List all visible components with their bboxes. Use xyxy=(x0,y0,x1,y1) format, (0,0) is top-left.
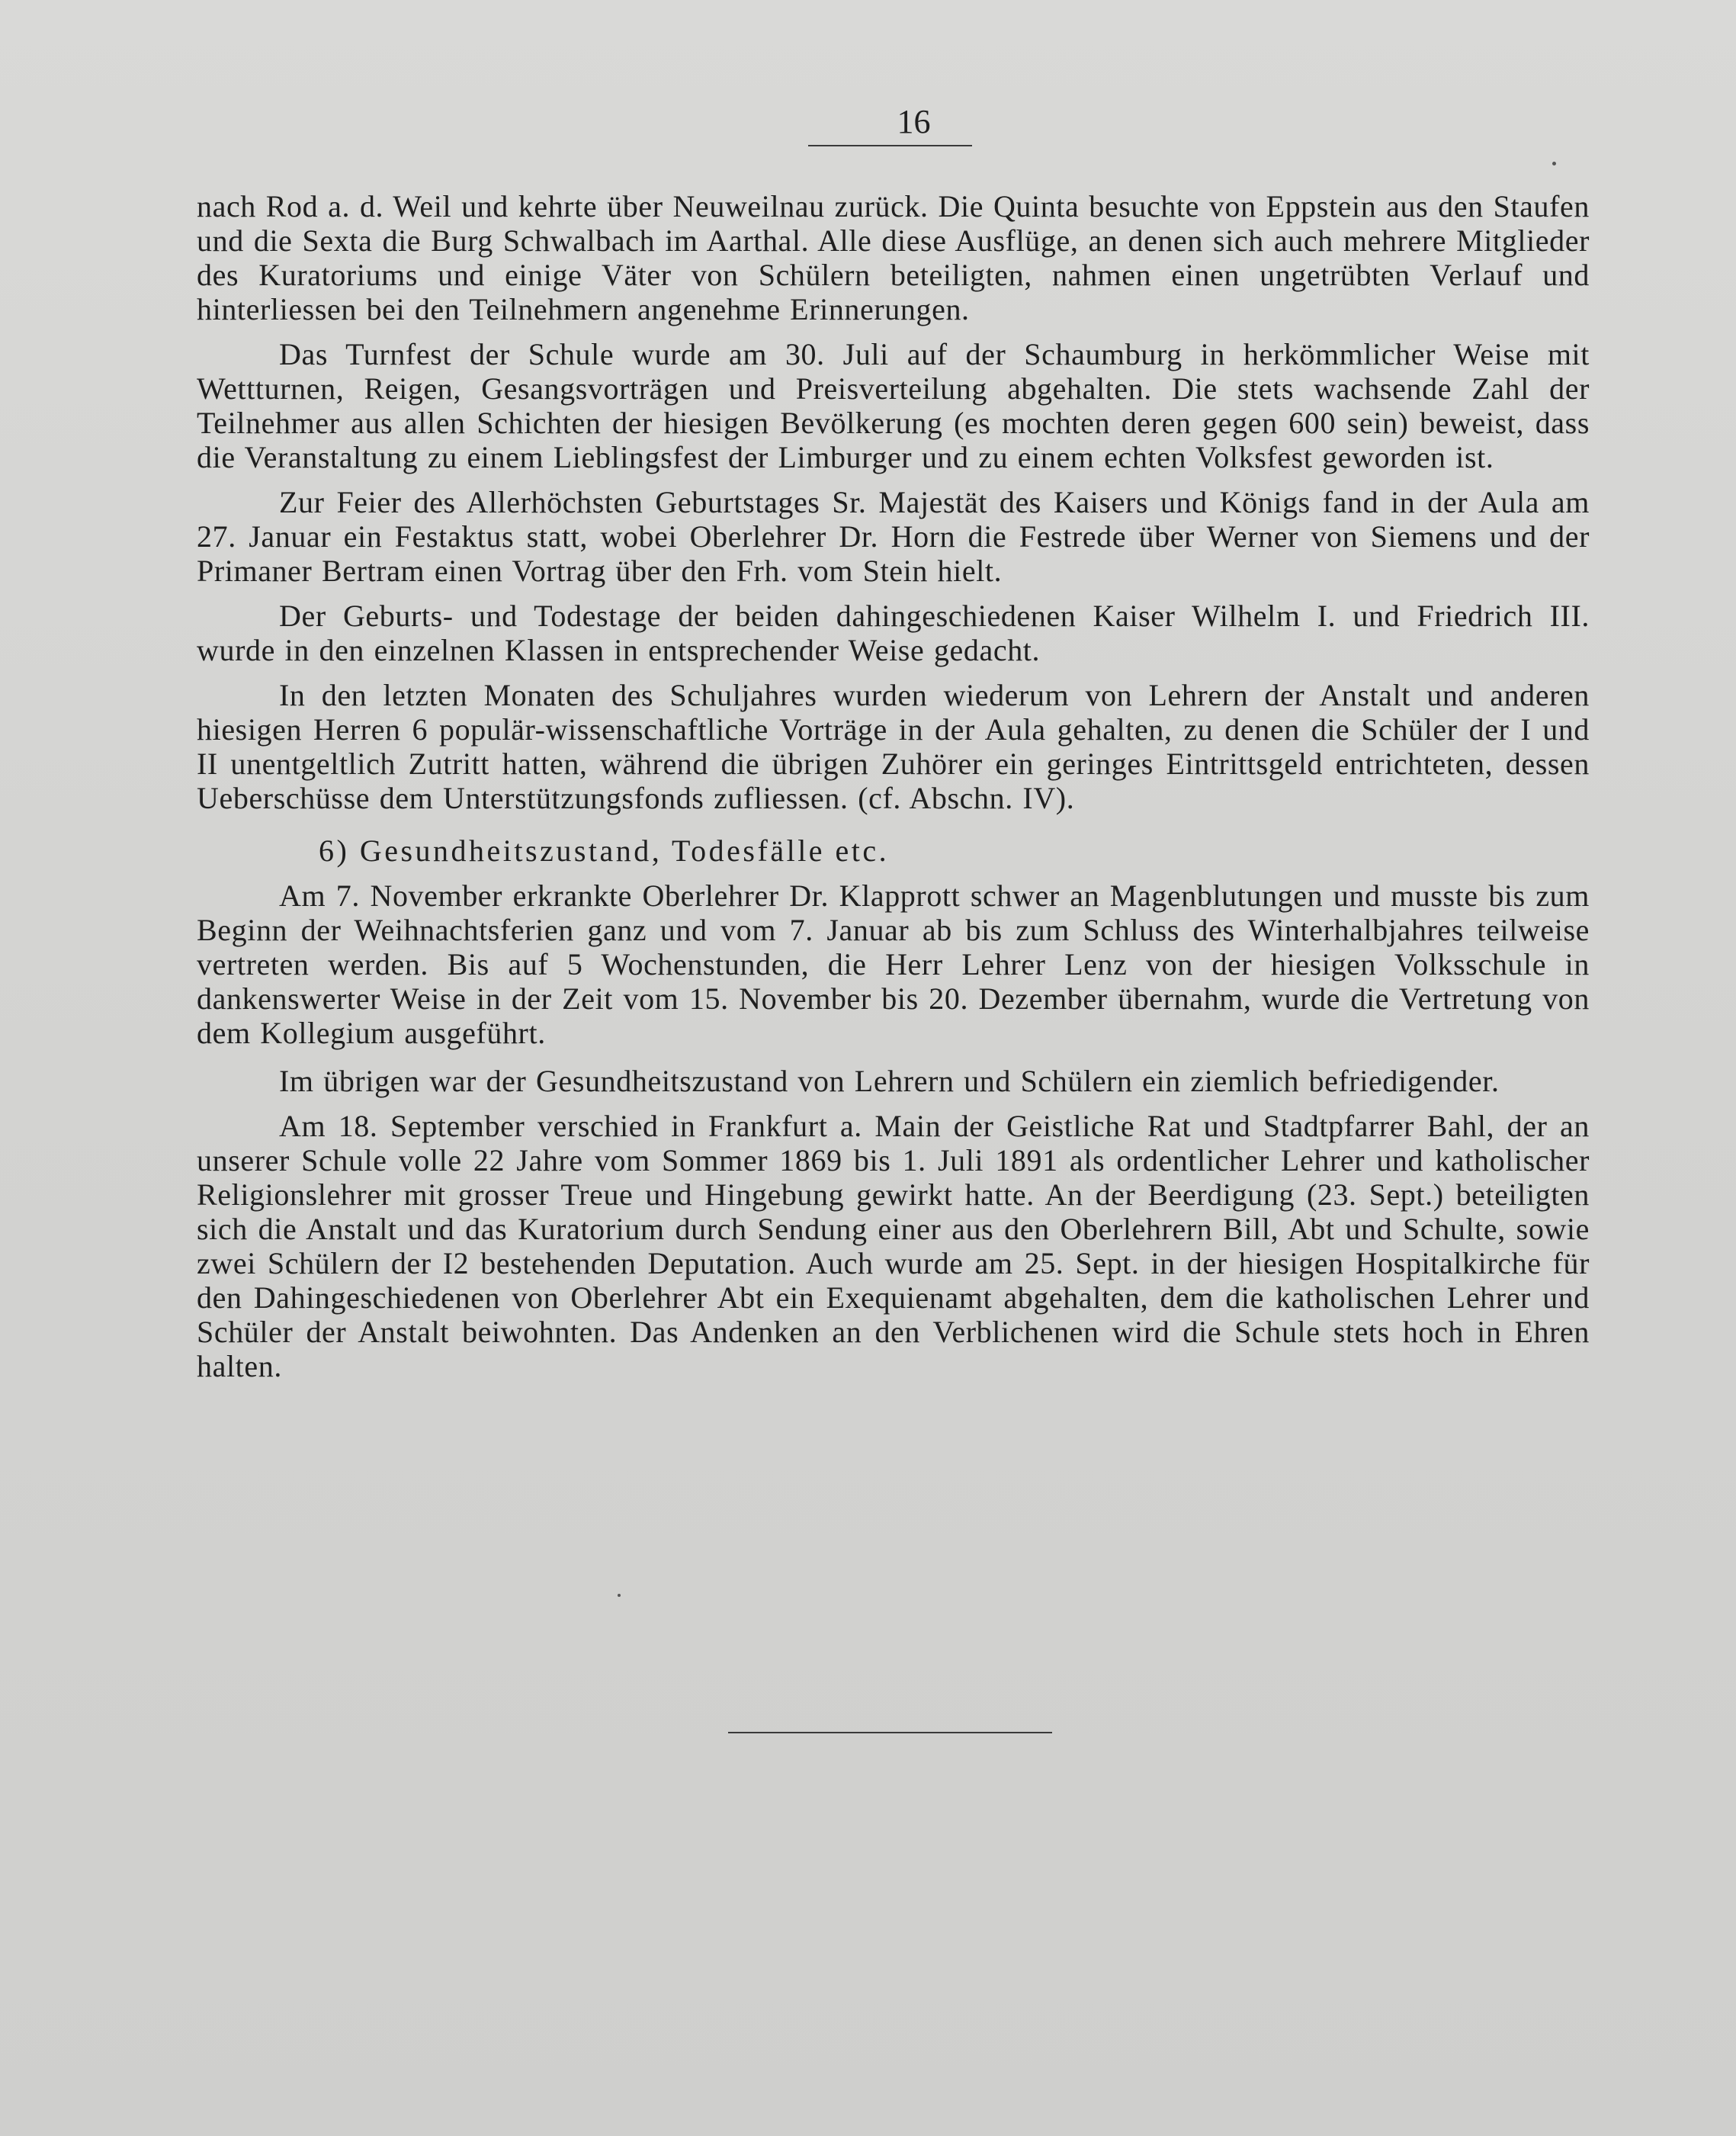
paragraph-memorial-days: Der Geburts- und Todestage der beiden dahingeschiedenen Kaiser Wilhelm I. und Friedrich III. wurde in den einzelnen Klassen in entsprechender Weise gedacht. xyxy=(197,599,1590,667)
paragraph-health-state: Im übrigen war der Gesundheitszustand von Lehrern und Schülern ein ziemlich befriedigender. xyxy=(279,1064,1500,1098)
section-heading: 6) Gesundheitszustand, Todesfälle etc. xyxy=(319,834,890,868)
paper-speck xyxy=(618,1594,621,1597)
paragraph-illness: Am 7. November erkrankte Oberlehrer Dr. Klapprott schwer an Magenblutungen und musste bis zum Beginn der Weihnachtsferien ganz und vom 7. Januar ab bis zum Schluss des Winterhalbjahres teilweise vertreten werden. Bis auf 5 Wochenstunden, die Herr Lehrer Lenz von der hiesigen Volksschule in dankenswerter Weise in der Zeit vom 15. November bis 20. Dezember übernahm, wurde die Vertretung von dem Kollegium ausgeführt. xyxy=(197,878,1590,1050)
body-text xyxy=(197,189,1590,1383)
paragraph-obituary: Am 18. September verschied in Frankfurt a. Main der Geistliche Rat und Stadtpfarrer Bahl, der an unserer Schule volle 22 Jahre vom Sommer 1869 bis 1. Juli 1891 als ordentlicher Lehrer und katholischer Religionslehrer mit grosser Treue und Hingebung gewirkt hatte. An der Beerdigung (23. Sept.) beteiligten sich die Anstalt und das Kuratorium durch Sendung einer aus den Oberlehrern Bill, Abt und Schulte, sowie zwei Schülern der I2 bestehenden Deputation. Auch wurde am 25. Sept. in der hiesigen Hospitalkirche für den Dahingeschiedenen von Oberlehrer Abt ein Exequienamt abgehalten, dem die katholischen Lehrer und Schüler der Anstalt beiwohnten. Das Andenken an den Verblichenen wird die Schule stets hoch in Ehren halten. xyxy=(197,1109,1590,1383)
paragraph-gymnastics-festival: Das Turnfest der Schule wurde am 30. Juli auf der Schaumburg in herkömmlicher Weise mit Wettturnen, Reigen, Gesangsvorträgen und Preisverteilung abgehalten. Die stets wachsende Zahl der Teilnehmer aus allen Schichten der hiesigen Bevölkerung (es mochten deren gegen 600 sein) beweist, dass die Veranstaltung zu einem Lieblingsfest der Limburger und zu einem echten Volksfest geworden ist. xyxy=(197,337,1590,474)
paragraph-lectures: In den letzten Monaten des Schuljahres wurden wiederum von Lehrern der Anstalt und anderen hiesigen Herren 6 populär-wissenschaftliche Vorträge in der Aula gehalten, zu denen die Schüler der I und II unentgeltlich Zutritt hatten, während die übrigen Zuhörer ein geringes Eintrittsgeld entrichteten, dessen Ueberschüsse dem Unterstützungsfonds zufliessen. (cf. Abschn. IV). xyxy=(197,678,1590,815)
page-number: 16 xyxy=(897,103,931,140)
paragraph-emperor-birthday: Zur Feier des Allerhöchsten Geburtstages Sr. Majestät des Kaisers und Königs fand in der Aula am 27. Januar ein Festaktus statt, wobei Oberlehrer Dr. Horn die Festrede über Werner von Siemens und der Primaner Bertram einen Vortrag über den Frh. vom Stein hielt. xyxy=(197,485,1590,588)
end-rule xyxy=(728,1732,1052,1733)
page-number-rule xyxy=(808,145,972,146)
paragraph-excursions: nach Rod a. d. Weil und kehrte über Neuweilnau zurück. Die Quinta besuchte von Eppstein aus den Staufen und die Sexta die Burg Schwalbach im Aarthal. Alle diese Ausflüge, an denen sich auch mehrere Mitglieder des Kuratoriums und einige Väter von Schülern beteiligten, nahmen einen ungetrübten Verlauf und hinterliessen bei den Teilnehmern angenehme Erinnerungen. xyxy=(197,189,1590,326)
paper-speck xyxy=(1552,162,1556,165)
